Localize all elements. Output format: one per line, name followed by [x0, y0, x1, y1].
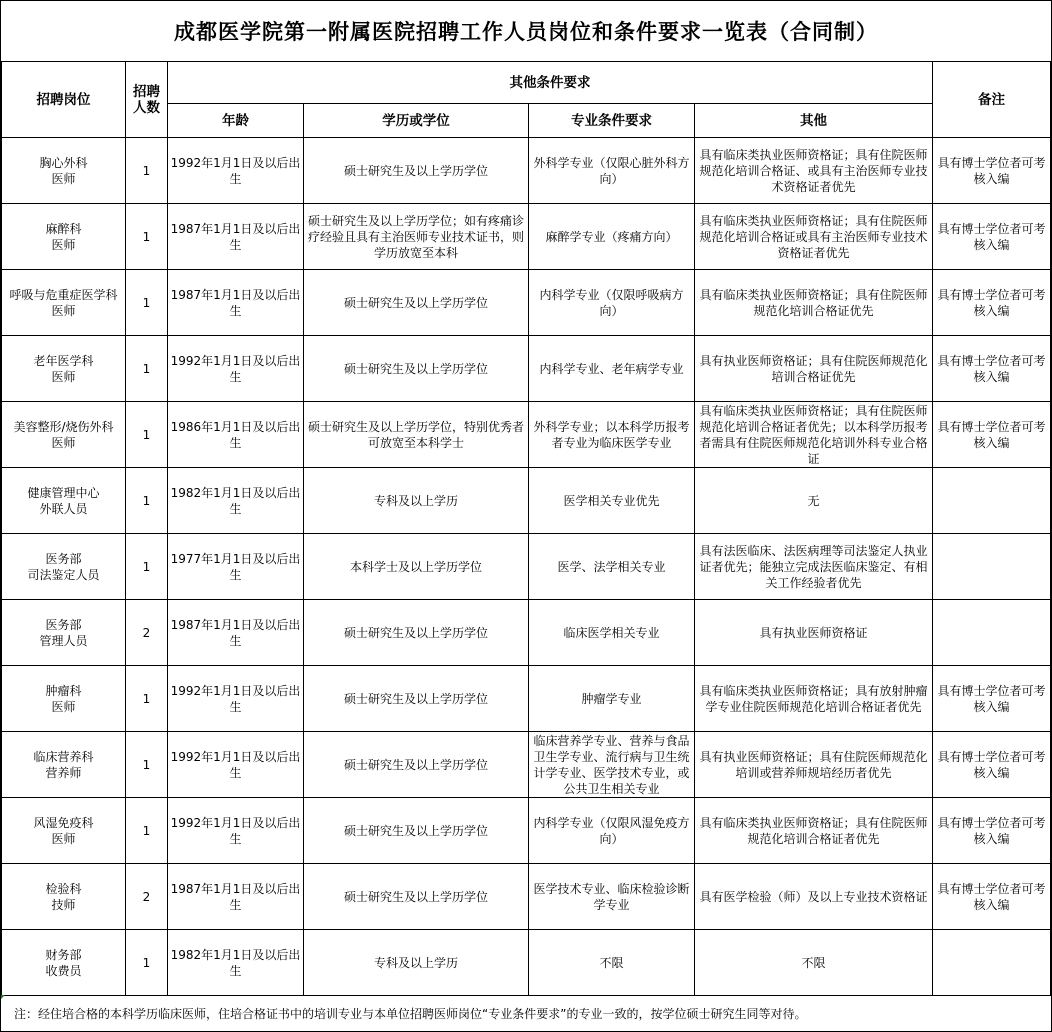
remark-cell: 具有博士学位者可考核入编: [933, 732, 1051, 798]
count-cell: 1: [126, 534, 168, 600]
major-cell: 医学、法学相关专业: [529, 534, 695, 600]
position-dept: 老年医学科: [33, 353, 94, 368]
education-cell: 本科学士及以上学历学位: [304, 534, 529, 600]
position-dept: 医务部: [45, 617, 82, 632]
position-cell: [2, 798, 126, 864]
position-dept: 健康管理中心: [27, 485, 100, 500]
education-cell: 硕士研究生及以上学历学位: [304, 864, 529, 930]
position-cell: [2, 930, 126, 996]
header-education: 学历或学位: [304, 104, 529, 138]
other-cell: 具有临床类执业医师资格证；具有住院医师规范化培训合格证优先: [695, 270, 933, 336]
education-cell: 硕士研究生及以上学历学位: [304, 798, 529, 864]
education-cell: 硕士研究生及以上学历学位: [304, 336, 529, 402]
other-cell: 具有医学检验（师）及以上专业技术资格证: [695, 864, 933, 930]
other-cell: 具有法医临床、法医病理等司法鉴定人执业证者优先；能独立完成法医临床鉴定、有相关工作经验者优先: [695, 534, 933, 600]
position-role: 医师: [51, 699, 76, 714]
age-cell: 1992年1月1日及以后出生: [168, 666, 304, 732]
page-title: 成都医学院第一附属医院招聘工作人员岗位和条件要求一览表（合同制）: [174, 19, 878, 44]
age-cell: 1982年1月1日及以后出生: [168, 930, 304, 996]
education-cell: 硕士研究生及以上学历学位；如有疼痛诊疗经验且具有主治医师专业技术证书，则学历放宽至本科: [304, 204, 529, 270]
other-cell: 无: [695, 468, 933, 534]
position-dept: 财务部: [45, 947, 82, 962]
position-role: 管理人员: [39, 633, 88, 648]
position-role: 收费员: [45, 963, 82, 978]
header-count: 招聘人数: [126, 62, 168, 138]
major-cell: 外科学专业（仅限心脏外科方向）: [529, 138, 695, 204]
position-dept: 风湿免疫科: [33, 815, 94, 830]
position-cell: [2, 732, 126, 798]
major-cell: 医学技术专业、临床检验诊断学专业: [529, 864, 695, 930]
remark-cell: 具有博士学位者可考核入编: [933, 204, 1051, 270]
footnote: 注：经住培合格的本科学历临床医师，住培合格证书中的培训专业与本单位招聘医师岗位“专业条件要求”的专业一致的，按学位硕士研究生同等对待。: [14, 1007, 807, 1021]
table-row: [2, 864, 1051, 930]
position-role: 医师: [51, 369, 76, 384]
education-cell: 专科及以上学历: [304, 468, 529, 534]
header-other-conditions: 其他条件要求: [168, 62, 933, 104]
education-cell: 硕士研究生及以上学历学位，特别优秀者可放宽至本科学士: [304, 402, 529, 468]
remark-cell: 具有博士学位者可考核入编: [933, 402, 1051, 468]
position-role: 营养师: [45, 765, 82, 780]
count-cell: 1: [126, 930, 168, 996]
major-cell: 内科学专业、老年病学专业: [529, 336, 695, 402]
table-row: [2, 798, 1051, 864]
position-role: 医师: [51, 237, 76, 252]
education-cell: 硕士研究生及以上学历学位: [304, 600, 529, 666]
remark-cell: 具有博士学位者可考核入编: [933, 798, 1051, 864]
count-cell: 1: [126, 402, 168, 468]
major-cell: 麻醉学专业（疼痛方向）: [529, 204, 695, 270]
other-cell: 具有执业医师资格证；具有住院医师规范化培训或营养师规培经历者优先: [695, 732, 933, 798]
position-role: 医师: [51, 171, 76, 186]
position-dept: 检验科: [45, 881, 82, 896]
table-row: [2, 138, 1051, 204]
header-remarks: 备注: [933, 62, 1051, 138]
position-role: 司法鉴定人员: [27, 567, 100, 582]
position-cell: [2, 270, 126, 336]
position-role: 技师: [51, 897, 76, 912]
position-cell: [2, 402, 126, 468]
major-cell: 内科学专业（仅限风湿免疫方向）: [529, 798, 695, 864]
major-cell: 肿瘤学专业: [529, 666, 695, 732]
position-role: 医师: [51, 831, 76, 846]
age-cell: 1987年1月1日及以后出生: [168, 270, 304, 336]
remark-cell: 具有博士学位者可考核入编: [933, 270, 1051, 336]
position-dept: 医务部: [45, 551, 82, 566]
major-cell: 外科学专业；以本科学历报考者专业为临床医学专业: [529, 402, 695, 468]
position-dept: 临床营养科: [33, 749, 94, 764]
major-cell: 内科学专业（仅限呼吸病方向）: [529, 270, 695, 336]
table-row: [2, 402, 1051, 468]
other-cell: 具有执业医师资格证: [695, 600, 933, 666]
position-cell: [2, 204, 126, 270]
age-cell: 1992年1月1日及以后出生: [168, 798, 304, 864]
major-cell: 医学相关专业优先: [529, 468, 695, 534]
count-cell: 1: [126, 270, 168, 336]
position-cell: [2, 336, 126, 402]
table-row: [2, 930, 1051, 996]
age-cell: 1987年1月1日及以后出生: [168, 600, 304, 666]
age-cell: 1992年1月1日及以后出生: [168, 732, 304, 798]
position-dept: 麻醉科: [45, 221, 82, 236]
age-cell: 1986年1月1日及以后出生: [168, 402, 304, 468]
position-dept: 肿瘤科: [45, 683, 82, 698]
age-cell: 1982年1月1日及以后出生: [168, 468, 304, 534]
other-cell: 具有临床类执业医师资格证；具有住院医师规范化培训合格证或具有主治医师专业技术资格证者优先: [695, 204, 933, 270]
other-cell: 具有执业医师资格证；具有住院医师规范化培训合格证优先: [695, 336, 933, 402]
header-other: 其他: [695, 104, 933, 138]
table-row: [2, 534, 1051, 600]
count-cell: 1: [126, 798, 168, 864]
remark-cell: 具有博士学位者可考核入编: [933, 138, 1051, 204]
position-role: 外联人员: [39, 501, 88, 516]
header-major: 专业条件要求: [529, 104, 695, 138]
position-dept: 胸心外科: [39, 155, 88, 170]
education-cell: 硕士研究生及以上学历学位: [304, 732, 529, 798]
count-cell: 1: [126, 468, 168, 534]
age-cell: 1992年1月1日及以后出生: [168, 336, 304, 402]
table-row: [2, 666, 1051, 732]
cell-marker-triangle: [1, 995, 5, 999]
count-cell: 2: [126, 600, 168, 666]
table-row: [2, 270, 1051, 336]
table-row: [2, 468, 1051, 534]
count-cell: 1: [126, 336, 168, 402]
age-cell: 1992年1月1日及以后出生: [168, 138, 304, 204]
position-dept: 美容整形/烧伤外科: [13, 419, 114, 434]
education-cell: 硕士研究生及以上学历学位: [304, 138, 529, 204]
other-cell: 具有临床类执业医师资格证；具有放射肿瘤学专业住院医师规范化培训合格证者优先: [695, 666, 933, 732]
remark-cell: [933, 930, 1051, 996]
position-cell: [2, 138, 126, 204]
major-cell: 不限: [529, 930, 695, 996]
other-cell: 具有临床类执业医师资格证；具有住院医师规范化培训合格证者优先: [695, 798, 933, 864]
position-role: 医师: [51, 435, 76, 450]
remark-cell: [933, 534, 1051, 600]
education-cell: 硕士研究生及以上学历学位: [304, 666, 529, 732]
table-row: [2, 600, 1051, 666]
other-cell: 具有临床类执业医师资格证；具有住院医师规范化培训合格证、或具有主治医师专业技术资格证者优先: [695, 138, 933, 204]
education-cell: 专科及以上学历: [304, 930, 529, 996]
major-cell: 临床医学相关专业: [529, 600, 695, 666]
age-cell: 1987年1月1日及以后出生: [168, 204, 304, 270]
remark-cell: 具有博士学位者可考核入编: [933, 864, 1051, 930]
other-cell: 具有临床类执业医师资格证；具有住院医师规范化培训合格证者优先；以本科学历报考者需具有住院医师规范化培训外科专业合格证: [695, 402, 933, 468]
position-role: 医师: [51, 303, 76, 318]
position-dept: 呼吸与危重症医学科: [9, 287, 118, 302]
count-cell: 1: [126, 138, 168, 204]
count-cell: 1: [126, 204, 168, 270]
age-cell: 1987年1月1日及以后出生: [168, 864, 304, 930]
remark-cell: [933, 600, 1051, 666]
position-cell: [2, 600, 126, 666]
education-cell: 硕士研究生及以上学历学位: [304, 270, 529, 336]
age-cell: 1977年1月1日及以后出生: [168, 534, 304, 600]
table-row: [2, 732, 1051, 798]
table-row: [2, 204, 1051, 270]
position-cell: [2, 864, 126, 930]
remark-cell: 具有博士学位者可考核入编: [933, 336, 1051, 402]
recruitment-table: [1, 61, 1051, 996]
count-cell: 2: [126, 864, 168, 930]
header-position: 招聘岗位: [2, 62, 126, 138]
position-cell: [2, 666, 126, 732]
remark-cell: [933, 468, 1051, 534]
table-row: [2, 336, 1051, 402]
position-cell: [2, 468, 126, 534]
count-cell: 1: [126, 666, 168, 732]
major-cell: 临床营养学专业、营养与食品卫生学专业、流行病与卫生统计学专业、医学技术专业，或公共卫生相关专业: [529, 732, 695, 798]
header-age: 年龄: [168, 104, 304, 138]
count-cell: 1: [126, 732, 168, 798]
position-cell: [2, 534, 126, 600]
other-cell: 不限: [695, 930, 933, 996]
remark-cell: 具有博士学位者可考核入编: [933, 666, 1051, 732]
